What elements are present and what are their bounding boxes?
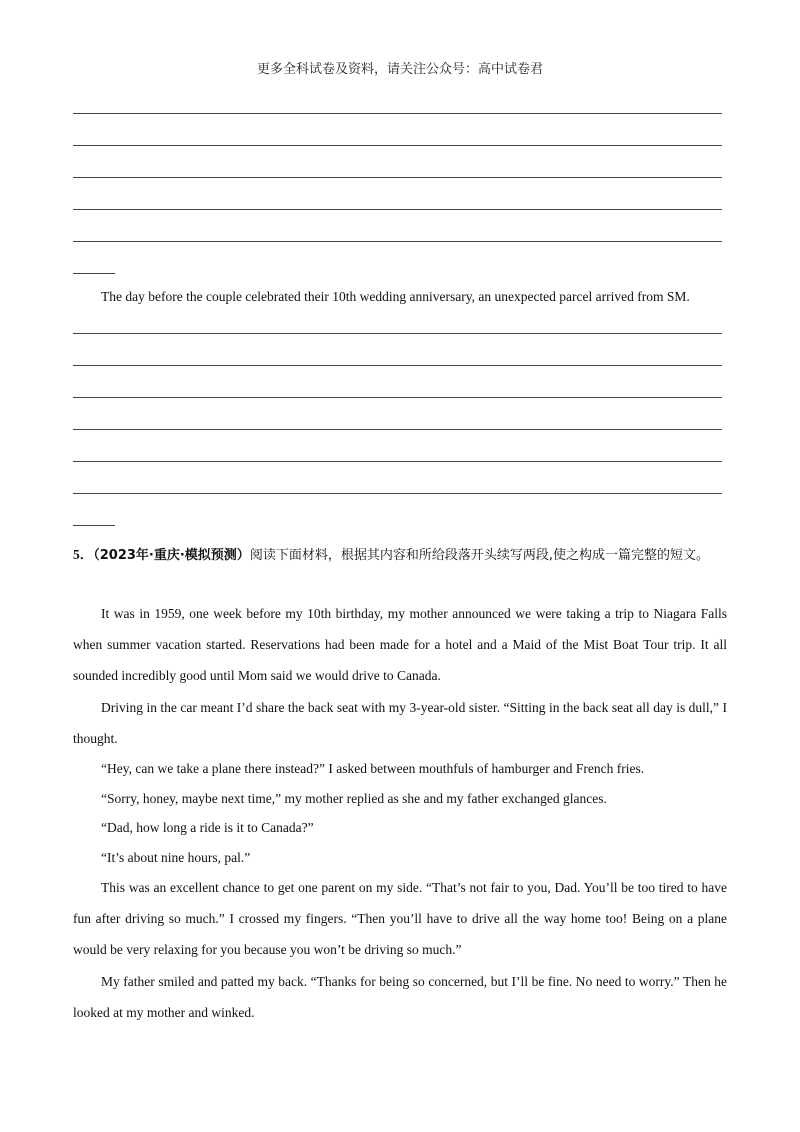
writing-line bbox=[73, 113, 722, 114]
question-source: （2023年·重庆·模拟预测） bbox=[93, 548, 250, 563]
writing-line bbox=[73, 177, 722, 178]
header-note: 更多全科试卷及资料，请关注公众号：高中试卷君 bbox=[256, 62, 543, 77]
story-paragraph: Driving in the car meant I’d share the back seat with my 3-year-old sister. “Sitting in the back seat all day is dull,” I thought. bbox=[73, 699, 727, 746]
story-paragraph: “Hey, can we take a plane there instead?” I asked between mouthfuls of hamburger and French fries. bbox=[101, 761, 645, 777]
story-paragraph: My father smiled and patted my back. “Thanks for being so concerned, but I’ll be fine. No need to worry.” Then he looked at my mother and winked. bbox=[73, 973, 727, 1020]
story-paragraph: “Dad, how long a ride is it to Canada?” bbox=[101, 820, 314, 836]
story-paragraph: “It’s about nine hours, pal.” bbox=[101, 849, 251, 865]
writing-line bbox=[73, 493, 722, 494]
writing-line bbox=[73, 241, 722, 242]
writing-line-end bbox=[73, 525, 115, 526]
writing-line bbox=[73, 145, 722, 146]
writing-line bbox=[73, 365, 722, 366]
writing-line bbox=[73, 429, 722, 430]
question-instruction: 阅读下面材料，根据其内容和所给段落开头续写两段,使之构成一篇完整的短文。 bbox=[249, 548, 709, 563]
paragraph-prompt: The day before the couple celebrated their 10th wedding anniversary, an unexpected parcel arrived from SM. bbox=[101, 289, 690, 304]
question-number: 5． bbox=[73, 547, 94, 562]
writing-line bbox=[73, 333, 722, 334]
story-paragraph: It was in 1959, one week before my 10th birthday, my mother announced we were taking a trip to Niagara Falls when summer vacation started. Reservations had been made for a hotel and a Maid of the Mist Boat Tour trip. It all sounded incredibly good until Mom said we would drive to Canada. bbox=[73, 606, 727, 684]
story-paragraph: “Sorry, honey, maybe next time,” my mother replied as she and my father exchanged glances. bbox=[101, 790, 607, 806]
story-passage bbox=[73, 598, 727, 1028]
writing-line bbox=[73, 461, 722, 462]
question-heading bbox=[73, 539, 733, 571]
writing-line bbox=[73, 209, 722, 210]
writing-line bbox=[73, 397, 722, 398]
story-paragraph: This was an excellent chance to get one parent on my side. “That’s not fair to you, Dad. You’ll be too tired to have fun after driving so much.” I crossed my fingers. “Then you’ll have to drive all the way home too! Being on a plane would be very relaxing for you because you won’t be driving so much.” bbox=[73, 880, 727, 958]
writing-line-end bbox=[73, 273, 115, 274]
